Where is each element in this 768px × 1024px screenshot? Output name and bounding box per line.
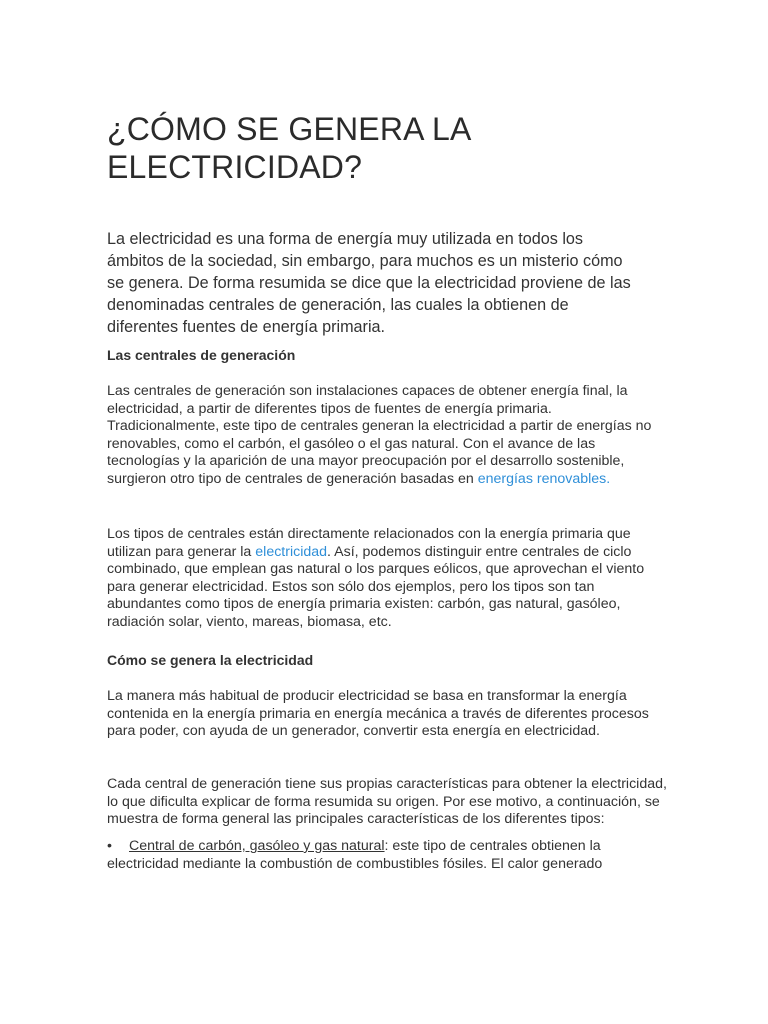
paragraph-centrales-definicion-text: Las centrales de generación son instalaciones capaces de obtener energía final, la electricidad, a partir de diferentes tipos de fuentes de energía primaria. Tradicionalmente, este tipo de centrales generan la electricidad a partir de energías no renovables, como el carbón, el gasóleo o el gas natural. Con el avance de las tecnologías y la aparición de una mayor preocupación por el desarrollo sostenible, surgieron otro tipo de centrales de generación basadas en: [107, 383, 652, 487]
bullet-dot: •: [107, 838, 112, 854]
bullet-item-carbon-text: : este tipo de centrales obtienen la electricidad mediante la combustión de combustibles fósiles. El calor generado: [107, 838, 603, 872]
bullet-item-carbon-label: Central de carbón, gasóleo y gas natural: [129, 838, 385, 854]
link-energias-renovables[interactable]: energías renovables.: [477, 470, 611, 487]
paragraph-caracteristicas: Cada central de generación tiene sus propias características para obtener la electricidad, lo que dificulta explicar de forma resumida su origen. Por ese motivo, a continuación, se muestra de forma general las principales características de los diferentes tipos:: [107, 776, 667, 828]
section-heading-centrales: Las centrales de generación: [107, 347, 296, 363]
document-page: [107, 110, 667, 872]
paragraph-centrales-definicion: [107, 383, 667, 489]
bullet-item-carbon: [107, 838, 667, 873]
paragraph-tipos-centrales-after: . Así, podemos distinguir entre centrales de ciclo combinado, que emplean gas natural o los parques eólicos, que aprovechan el viento para generar electricidad. Estos son sólo dos ejemplos, pero los tipos son tan abundantes como tipos de energía primaria existen: carbón, gas natural, gasóleo, radiación solar, viento, mareas, biomasa, etc.: [107, 543, 645, 630]
link-electricidad[interactable]: electricidad: [255, 543, 328, 560]
paragraph-tipos-centrales-before: Los tipos de centrales están directamente relacionados con la energía primaria que utilizan para generar la: [107, 526, 631, 560]
paragraph-tipos-centrales: [107, 526, 667, 632]
section-heading-como-se-genera: Cómo se genera la electricidad: [107, 652, 314, 668]
page-title-line-2: ELECTRICIDAD?: [107, 149, 363, 185]
page-title: [107, 110, 667, 186]
page-title-line-1: ¿CÓMO SE GENERA LA: [107, 111, 472, 147]
paragraph-manera-habitual: La manera más habitual de producir electricidad se basa en transformar la energía contenida en la energía primaria en energía mecánica a través de diferentes procesos para poder, con ayuda de un generador, convertir esta energía en electricidad.: [107, 688, 649, 740]
intro-paragraph: La electricidad es una forma de energía muy utilizada en todos los ámbitos de la sociedad, sin embargo, para muchos es un misterio cómo se genera. De forma resumida se dice que la electricidad proviene de las denominadas centrales de generación, las cuales la obtienen de diferentes fuentes de energía primaria.: [107, 230, 631, 336]
